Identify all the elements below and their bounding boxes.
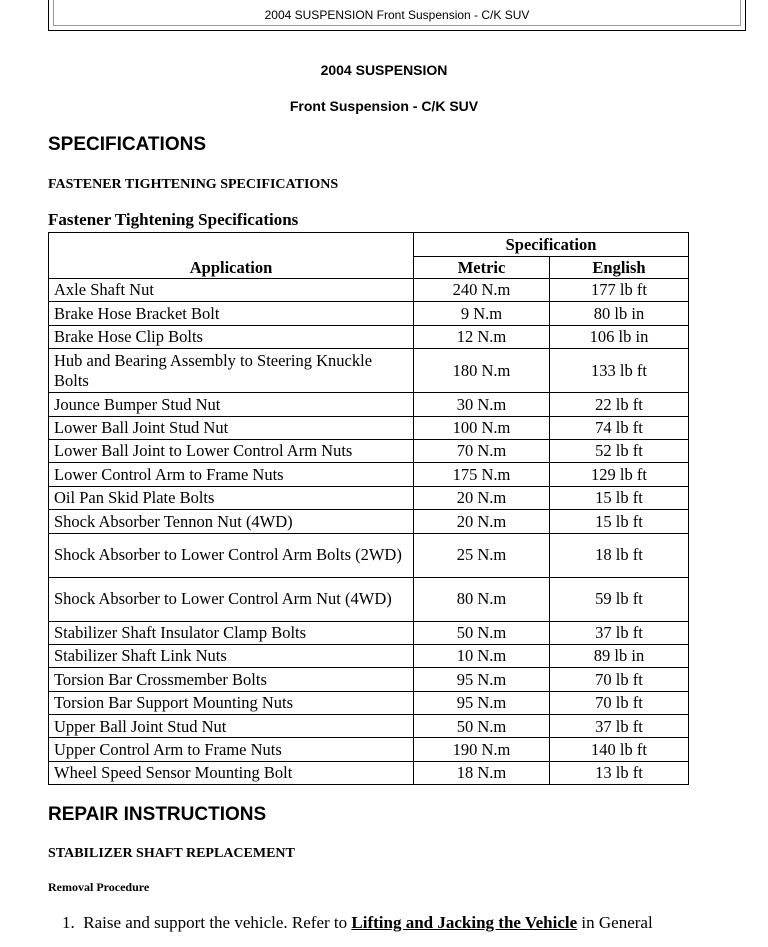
cell-metric: 95 N.m xyxy=(414,668,550,691)
cell-english: 13 lb ft xyxy=(550,761,689,784)
stabilizer-shaft-heading: STABILIZER SHAFT REPLACEMENT xyxy=(48,846,295,861)
cell-application: Wheel Speed Sensor Mounting Bolt xyxy=(49,761,414,784)
table-row xyxy=(49,302,689,325)
cell-english: 177 lb ft xyxy=(550,279,689,302)
cell-metric: 70 N.m xyxy=(414,439,550,462)
document-subtitle: Front Suspension - C/K SUV xyxy=(289,98,479,114)
cell-application: Brake Hose Bracket Bolt xyxy=(49,302,414,325)
cell-metric: 10 N.m xyxy=(414,644,550,667)
running-header xyxy=(48,0,746,31)
cell-application: Torsion Bar Support Mounting Nuts xyxy=(49,691,414,714)
cell-metric: 20 N.m xyxy=(414,486,550,509)
cell-application: Upper Control Arm to Frame Nuts xyxy=(49,738,414,761)
cell-metric: 95 N.m xyxy=(414,691,550,714)
step-text-continued: in General xyxy=(577,913,653,932)
cell-application: Axle Shaft Nut xyxy=(49,279,414,302)
cell-application: Jounce Bumper Stud Nut xyxy=(49,393,414,416)
table-row xyxy=(49,486,689,509)
cell-metric: 175 N.m xyxy=(414,463,550,486)
cell-english: 140 lb ft xyxy=(550,738,689,761)
table-row xyxy=(49,439,689,462)
cell-english: 80 lb in xyxy=(550,302,689,325)
cell-application: Lower Ball Joint to Lower Control Arm Nuts xyxy=(49,439,414,462)
cell-english: 89 lb in xyxy=(550,644,689,667)
step-number: 1. xyxy=(62,913,75,932)
cell-metric: 18 N.m xyxy=(414,761,550,784)
cell-english: 18 lb ft xyxy=(550,533,689,577)
table-caption: Fastener Tightening Specifications xyxy=(48,210,299,229)
column-header-specification: Specification xyxy=(414,233,689,257)
table-row xyxy=(49,533,689,577)
column-header-english: English xyxy=(550,257,689,279)
fastener-spec-table xyxy=(48,232,689,785)
cell-english: 37 lb ft xyxy=(550,621,689,644)
cell-application: Upper Ball Joint Stud Nut xyxy=(49,715,414,738)
cell-metric: 25 N.m xyxy=(414,533,550,577)
cell-application: Stabilizer Shaft Link Nuts xyxy=(49,644,414,667)
column-header-metric: Metric xyxy=(414,257,550,279)
table-row xyxy=(49,644,689,667)
cell-english: 59 lb ft xyxy=(550,577,689,621)
table-row xyxy=(49,621,689,644)
cell-metric: 50 N.m xyxy=(414,715,550,738)
cell-metric: 190 N.m xyxy=(414,738,550,761)
cell-metric: 180 N.m xyxy=(414,349,550,393)
cell-application: Lower Control Arm to Frame Nuts xyxy=(49,463,414,486)
cell-english: 106 lb in xyxy=(550,325,689,348)
procedure-step xyxy=(62,913,653,933)
cell-metric: 20 N.m xyxy=(414,510,550,533)
cell-metric: 30 N.m xyxy=(414,393,550,416)
cell-english: 52 lb ft xyxy=(550,439,689,462)
cell-application: Brake Hose Clip Bolts xyxy=(49,325,414,348)
table-row xyxy=(49,577,689,621)
table-row xyxy=(49,738,689,761)
cell-application: Shock Absorber Tennon Nut (4WD) xyxy=(49,510,414,533)
fastener-heading: FASTENER TIGHTENING SPECIFICATIONS xyxy=(48,177,339,192)
table-row xyxy=(49,416,689,439)
step-text: Raise and support the vehicle. Refer to xyxy=(83,913,352,932)
cell-metric: 240 N.m xyxy=(414,279,550,302)
cell-english: 133 lb ft xyxy=(550,349,689,393)
cell-english: 129 lb ft xyxy=(550,463,689,486)
cell-english: 15 lb ft xyxy=(550,486,689,509)
running-header-title: 2004 SUSPENSION Front Suspension - C/K SUV xyxy=(53,0,741,26)
cell-application: Oil Pan Skid Plate Bolts xyxy=(49,486,414,509)
cell-metric: 50 N.m xyxy=(414,621,550,644)
cell-metric: 12 N.m xyxy=(414,325,550,348)
table-row xyxy=(49,510,689,533)
cell-english: 74 lb ft xyxy=(550,416,689,439)
table-row xyxy=(49,761,689,784)
table-row xyxy=(49,279,689,302)
cell-metric: 100 N.m xyxy=(414,416,550,439)
table-row xyxy=(49,691,689,714)
repair-instructions-heading: REPAIR INSTRUCTIONS xyxy=(48,804,267,825)
cell-application: Stabilizer Shaft Insulator Clamp Bolts xyxy=(49,621,414,644)
cell-english: 37 lb ft xyxy=(550,715,689,738)
cell-english: 70 lb ft xyxy=(550,668,689,691)
cell-application: Hub and Bearing Assembly to Steering Knuckle Bolts xyxy=(49,349,414,393)
cell-english: 70 lb ft xyxy=(550,691,689,714)
table-row xyxy=(49,393,689,416)
cell-application: Shock Absorber to Lower Control Arm Bolts (2WD) xyxy=(49,533,414,577)
cell-metric: 80 N.m xyxy=(414,577,550,621)
cell-application: Shock Absorber to Lower Control Arm Nut (4WD) xyxy=(49,577,414,621)
cell-english: 22 lb ft xyxy=(550,393,689,416)
specifications-heading: SPECIFICATIONS xyxy=(48,134,206,155)
column-header-application: Application xyxy=(49,233,414,279)
table-row xyxy=(49,668,689,691)
removal-procedure-heading: Removal Procedure xyxy=(48,880,150,894)
lifting-jacking-link[interactable]: Lifting and Jacking the Vehicle xyxy=(351,913,578,932)
table-row xyxy=(49,463,689,486)
table-row xyxy=(49,325,689,348)
cell-application: Torsion Bar Crossmember Bolts xyxy=(49,668,414,691)
document-title: 2004 SUSPENSION xyxy=(320,62,448,78)
table-row xyxy=(49,349,689,393)
cell-metric: 9 N.m xyxy=(414,302,550,325)
table-row xyxy=(49,715,689,738)
cell-english: 15 lb ft xyxy=(550,510,689,533)
cell-application: Lower Ball Joint Stud Nut xyxy=(49,416,414,439)
